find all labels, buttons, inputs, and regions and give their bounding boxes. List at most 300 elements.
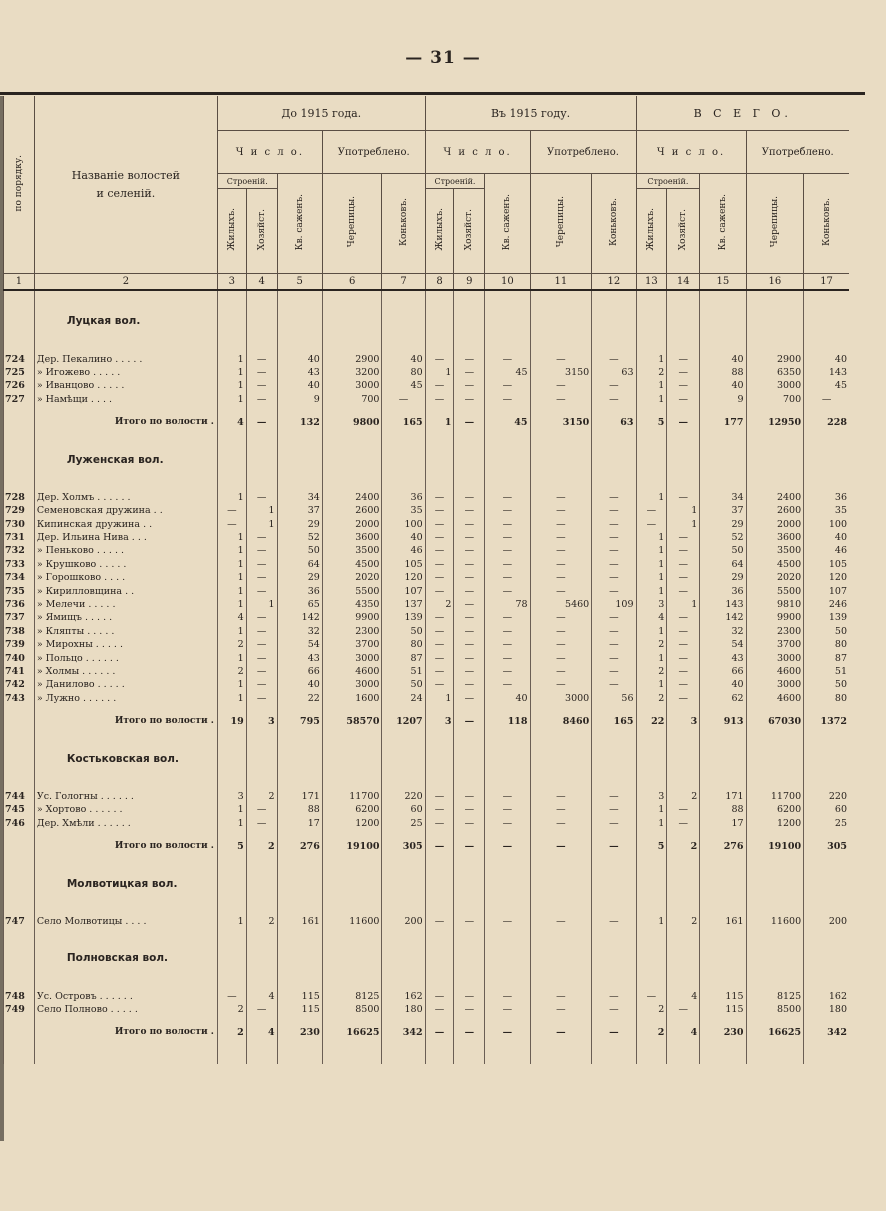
blank-cell [485,429,530,453]
value-cell: — [454,1026,485,1039]
row-index: 731 [4,531,35,544]
value-cell: — [485,990,530,1003]
blank-cell [322,315,382,328]
blank-cell [246,315,277,328]
row-index: 747 [4,915,35,928]
blank-cell [425,877,454,890]
blank-cell [425,705,454,715]
cherepitsy-header-2: Черепицы. [530,174,592,274]
blank-cell [425,406,454,416]
blank-cell [667,406,700,416]
value-cell: — [667,352,700,365]
value-cell: — [425,352,454,365]
value-cell: 2600 [746,504,804,517]
value-cell: 8460 [530,715,592,728]
village-name: » Пеньково . . . . . [34,544,217,557]
value-cell: — [592,504,636,517]
value-cell: 45 [382,379,425,392]
value-cell: 46 [382,544,425,557]
value-cell: — [454,416,485,429]
blank-cell [4,752,35,765]
value-cell: — [530,803,592,816]
blank-cell [667,952,700,965]
blank-cell [636,1040,667,1064]
value-cell: — [667,625,700,638]
value-cell: 109 [592,598,636,611]
value-cell: 120 [382,571,425,584]
blank-cell [592,952,636,965]
value-cell: 40 [277,352,322,365]
blank-cell [485,728,530,752]
value-cell: 63 [592,416,636,429]
blank-cell [217,877,246,890]
blank-cell [530,328,592,352]
value-cell: — [592,531,636,544]
value-cell: 3500 [746,544,804,557]
value-cell: 6350 [746,366,804,379]
blank-cell [485,752,530,765]
blank-cell [485,1040,530,1064]
blank-cell [246,928,277,952]
value-cell: 2 [636,1003,667,1016]
blank-cell [667,928,700,952]
value-cell: — [485,558,530,571]
value-cell: 64 [277,558,322,571]
row-index: 729 [4,504,35,517]
spacer-row [4,1016,850,1026]
value-cell: 2 [636,366,667,379]
chislo-header-2: Ч и с л о. [425,131,530,174]
blank-cell [746,966,804,990]
row-index: 739 [4,638,35,651]
blank-cell [34,467,217,491]
blank-cell [485,1016,530,1026]
blank-cell [530,1040,592,1064]
blank-cell [530,453,592,466]
upotrebleno-header-3: Употреблено. [746,131,849,174]
blank-cell [4,715,35,728]
blank-cell [746,752,804,765]
blank-cell [454,877,485,890]
value-cell: — [246,352,277,365]
value-cell: — [246,625,277,638]
blank-cell [217,766,246,790]
value-cell: 3000 [746,678,804,691]
district-name: Молвотицкая вол. [34,877,217,890]
value-cell: 105 [382,558,425,571]
blank-cell [804,728,849,752]
value-cell: 54 [277,638,322,651]
row-index: 735 [4,584,35,597]
village-name: Дер. Ильина Нива . . . [34,531,217,544]
value-cell: 43 [277,651,322,664]
value-cell: — [592,817,636,830]
blank-cell [804,891,849,915]
value-cell: 9900 [746,611,804,624]
value-cell: — [425,544,454,557]
blank-cell [425,830,454,840]
blank-cell [4,467,35,491]
value-cell: 43 [277,366,322,379]
blank-cell [246,853,277,877]
blank-cell [217,830,246,840]
chislo-header-3: Ч и с л о. [636,131,746,174]
value-cell: — [454,817,485,830]
value-cell: — [667,558,700,571]
blank-cell [277,705,322,715]
value-cell: 1 [217,803,246,816]
table-row [4,611,850,624]
value-cell: — [454,840,485,853]
value-cell: 36 [382,491,425,504]
value-cell: 40 [485,692,530,705]
value-cell: — [246,491,277,504]
value-cell: — [485,915,530,928]
value-cell: — [246,366,277,379]
district-name: Луцкая вол. [34,315,217,328]
village-name: » Игожево . . . . . [34,366,217,379]
value-cell: 29 [277,571,322,584]
blank-cell [804,928,849,952]
value-cell: 137 [382,598,425,611]
blank-cell [382,728,425,752]
blank-cell [217,705,246,715]
value-cell: — [246,803,277,816]
table-row [4,638,850,651]
value-cell: — [804,393,849,406]
row-index: 732 [4,544,35,557]
value-cell: — [592,393,636,406]
blank-cell [485,966,530,990]
blank-cell [34,728,217,752]
value-cell: 161 [277,915,322,928]
blank-cell [277,952,322,965]
blank-cell [700,705,746,715]
blank-cell [746,328,804,352]
blank-cell [804,877,849,890]
value-cell: — [592,1026,636,1039]
value-cell: — [454,504,485,517]
value-cell: 5460 [530,598,592,611]
statistics-table [3,96,849,1064]
village-name: » Холмы . . . . . . [34,665,217,678]
value-cell: 1 [217,366,246,379]
value-cell: — [485,544,530,557]
value-cell: 66 [277,665,322,678]
value-cell: 1 [217,544,246,557]
value-cell: — [246,1003,277,1016]
blank-cell [34,290,217,315]
value-cell: — [530,638,592,651]
value-cell: 1 [667,598,700,611]
blank-cell [746,928,804,952]
value-cell: 1 [217,584,246,597]
blank-cell [636,705,667,715]
blank-cell [746,429,804,453]
blank-cell [322,966,382,990]
value-cell: 2 [636,638,667,651]
blank-cell [592,766,636,790]
value-cell: 4 [636,611,667,624]
blank-cell [454,952,485,965]
value-cell: 4600 [746,665,804,678]
value-cell: — [530,840,592,853]
total-label: Итого по волости . [34,1026,217,1039]
blank-cell [636,877,667,890]
value-cell: — [530,379,592,392]
value-cell: 9900 [322,611,382,624]
village-name: » Крушково . . . . . [34,558,217,571]
value-cell: 3200 [322,366,382,379]
value-cell: 2000 [746,518,804,531]
blank-cell [425,290,454,315]
value-cell: 1 [217,531,246,544]
value-cell: 8500 [746,1003,804,1016]
table-row [4,352,850,365]
value-cell: — [530,584,592,597]
value-cell: — [246,584,277,597]
value-cell: 58570 [322,715,382,728]
blank-cell [454,853,485,877]
khozyaist-header-3: Хозяйст. [667,189,700,274]
value-cell: — [636,504,667,517]
blank-cell [322,952,382,965]
row-index: 737 [4,611,35,624]
stroeniy-header-3: Строеній. [636,174,700,189]
value-cell: 100 [804,518,849,531]
column-number: 14 [667,274,700,291]
value-cell: — [454,531,485,544]
value-cell: 162 [804,990,849,1003]
value-cell: — [246,611,277,624]
blank-cell [454,728,485,752]
blank-cell [700,928,746,952]
value-cell: 2020 [746,571,804,584]
blank-cell [667,766,700,790]
kv-sazhen-header-3: Кв. саженъ. [700,174,746,274]
value-cell: — [454,1003,485,1016]
blank-cell [700,952,746,965]
spacer-row [4,328,850,352]
column-number: 9 [454,274,485,291]
table-row [4,790,850,803]
value-cell: 9810 [746,598,804,611]
value-cell: 342 [804,1026,849,1039]
spacer-row [4,429,850,453]
blank-cell [277,877,322,890]
value-cell: 1 [425,366,454,379]
table-row [4,491,850,504]
blank-cell [425,766,454,790]
value-cell: — [530,571,592,584]
value-cell: 9800 [322,416,382,429]
kv-sazhen-header-2: Кв. саженъ. [485,174,530,274]
blank-cell [217,853,246,877]
blank-cell [246,705,277,715]
blank-cell [34,429,217,453]
value-cell: 50 [277,544,322,557]
blank-cell [485,467,530,491]
blank-cell [667,467,700,491]
value-cell: — [454,558,485,571]
value-cell: — [454,352,485,365]
value-cell: — [530,491,592,504]
district-heading-row [4,453,850,466]
village-name: » Хортово . . . . . . [34,803,217,816]
blank-cell [592,752,636,765]
blank-cell [425,315,454,328]
value-cell: — [530,504,592,517]
value-cell: 2 [636,692,667,705]
village-name: Ус. Островъ . . . . . . [34,990,217,1003]
value-cell: 1 [636,817,667,830]
district-name: Полновская вол. [34,952,217,965]
value-cell: — [667,803,700,816]
value-cell: — [592,915,636,928]
value-cell: — [425,638,454,651]
blank-cell [700,766,746,790]
blank-cell [382,966,425,990]
blank-cell [700,406,746,416]
value-cell: 8125 [322,990,382,1003]
blank-cell [277,891,322,915]
blank-cell [425,453,454,466]
blank-cell [454,1016,485,1026]
village-name: » Данилово . . . . . [34,678,217,691]
value-cell: — [425,1026,454,1039]
blank-cell [804,952,849,965]
value-cell: 1 [217,651,246,664]
value-cell: 1 [636,651,667,664]
blank-cell [277,1040,322,1064]
row-index: 740 [4,651,35,664]
value-cell: 1 [636,544,667,557]
spacer-row [4,830,850,840]
blank-cell [382,853,425,877]
blank-cell [636,891,667,915]
value-cell: — [485,817,530,830]
row-index: 744 [4,790,35,803]
value-cell: 19100 [746,840,804,853]
value-cell: 171 [700,790,746,803]
value-cell: — [425,379,454,392]
value-cell: — [592,803,636,816]
blank-cell [530,752,592,765]
value-cell: 56 [592,692,636,705]
total-label: Итого по волости . [34,416,217,429]
blank-cell [667,290,700,315]
blank-cell [382,328,425,352]
blank-cell [217,928,246,952]
value-cell: — [592,625,636,638]
value-cell: 100 [382,518,425,531]
blank-cell [425,752,454,765]
value-cell: 8500 [322,1003,382,1016]
blank-cell [246,290,277,315]
blank-cell [804,315,849,328]
blank-cell [592,453,636,466]
value-cell: 105 [804,558,849,571]
value-cell: 1200 [322,817,382,830]
spacer-row [4,966,850,990]
blank-cell [425,928,454,952]
value-cell: — [425,840,454,853]
value-cell: — [425,665,454,678]
value-cell: — [217,518,246,531]
value-cell: 165 [382,416,425,429]
blank-cell [454,290,485,315]
blank-cell [530,928,592,952]
value-cell: 32 [700,625,746,638]
value-cell: 142 [700,611,746,624]
village-name: » Польцо . . . . . . [34,651,217,664]
value-cell: 1 [636,558,667,571]
value-cell: 1 [425,692,454,705]
total-label: Итого по волости . [34,715,217,728]
blank-cell [636,290,667,315]
blank-cell [530,290,592,315]
value-cell: 1 [425,416,454,429]
value-cell: 1 [636,625,667,638]
village-name: Село Полново . . . . . [34,1003,217,1016]
value-cell: — [454,638,485,651]
value-cell: 40 [382,352,425,365]
value-cell: — [530,665,592,678]
value-cell: 29 [700,571,746,584]
value-cell: 16625 [746,1026,804,1039]
value-cell: 5500 [746,584,804,597]
blank-cell [246,467,277,491]
blank-cell [277,1016,322,1026]
value-cell: 4500 [322,558,382,571]
value-cell: — [454,518,485,531]
blank-cell [425,853,454,877]
konkov-header-3: Коньковъ. [804,174,849,274]
blank-cell [4,928,35,952]
blank-cell [530,952,592,965]
blank-cell [530,1016,592,1026]
value-cell: — [592,678,636,691]
value-cell: 11700 [746,790,804,803]
column-number: 7 [382,274,425,291]
value-cell: — [454,598,485,611]
blank-cell [804,853,849,877]
column-number: 10 [485,274,530,291]
village-name: » Мирохны . . . . . [34,638,217,651]
value-cell: 1 [636,678,667,691]
value-cell: — [246,678,277,691]
value-cell: — [454,491,485,504]
cherepitsy-header-1: Черепицы. [322,174,382,274]
value-cell: — [592,840,636,853]
value-cell: — [485,803,530,816]
value-cell: — [454,584,485,597]
blank-cell [592,467,636,491]
value-cell: 1 [636,393,667,406]
value-cell: 4 [217,416,246,429]
blank-cell [592,705,636,715]
value-cell: — [454,665,485,678]
blank-cell [217,966,246,990]
row-index: 730 [4,518,35,531]
blank-cell [454,891,485,915]
value-cell: 29 [700,518,746,531]
value-cell: 4 [246,1026,277,1039]
blank-cell [530,891,592,915]
value-cell: 37 [700,504,746,517]
blank-cell [667,966,700,990]
blank-cell [700,830,746,840]
